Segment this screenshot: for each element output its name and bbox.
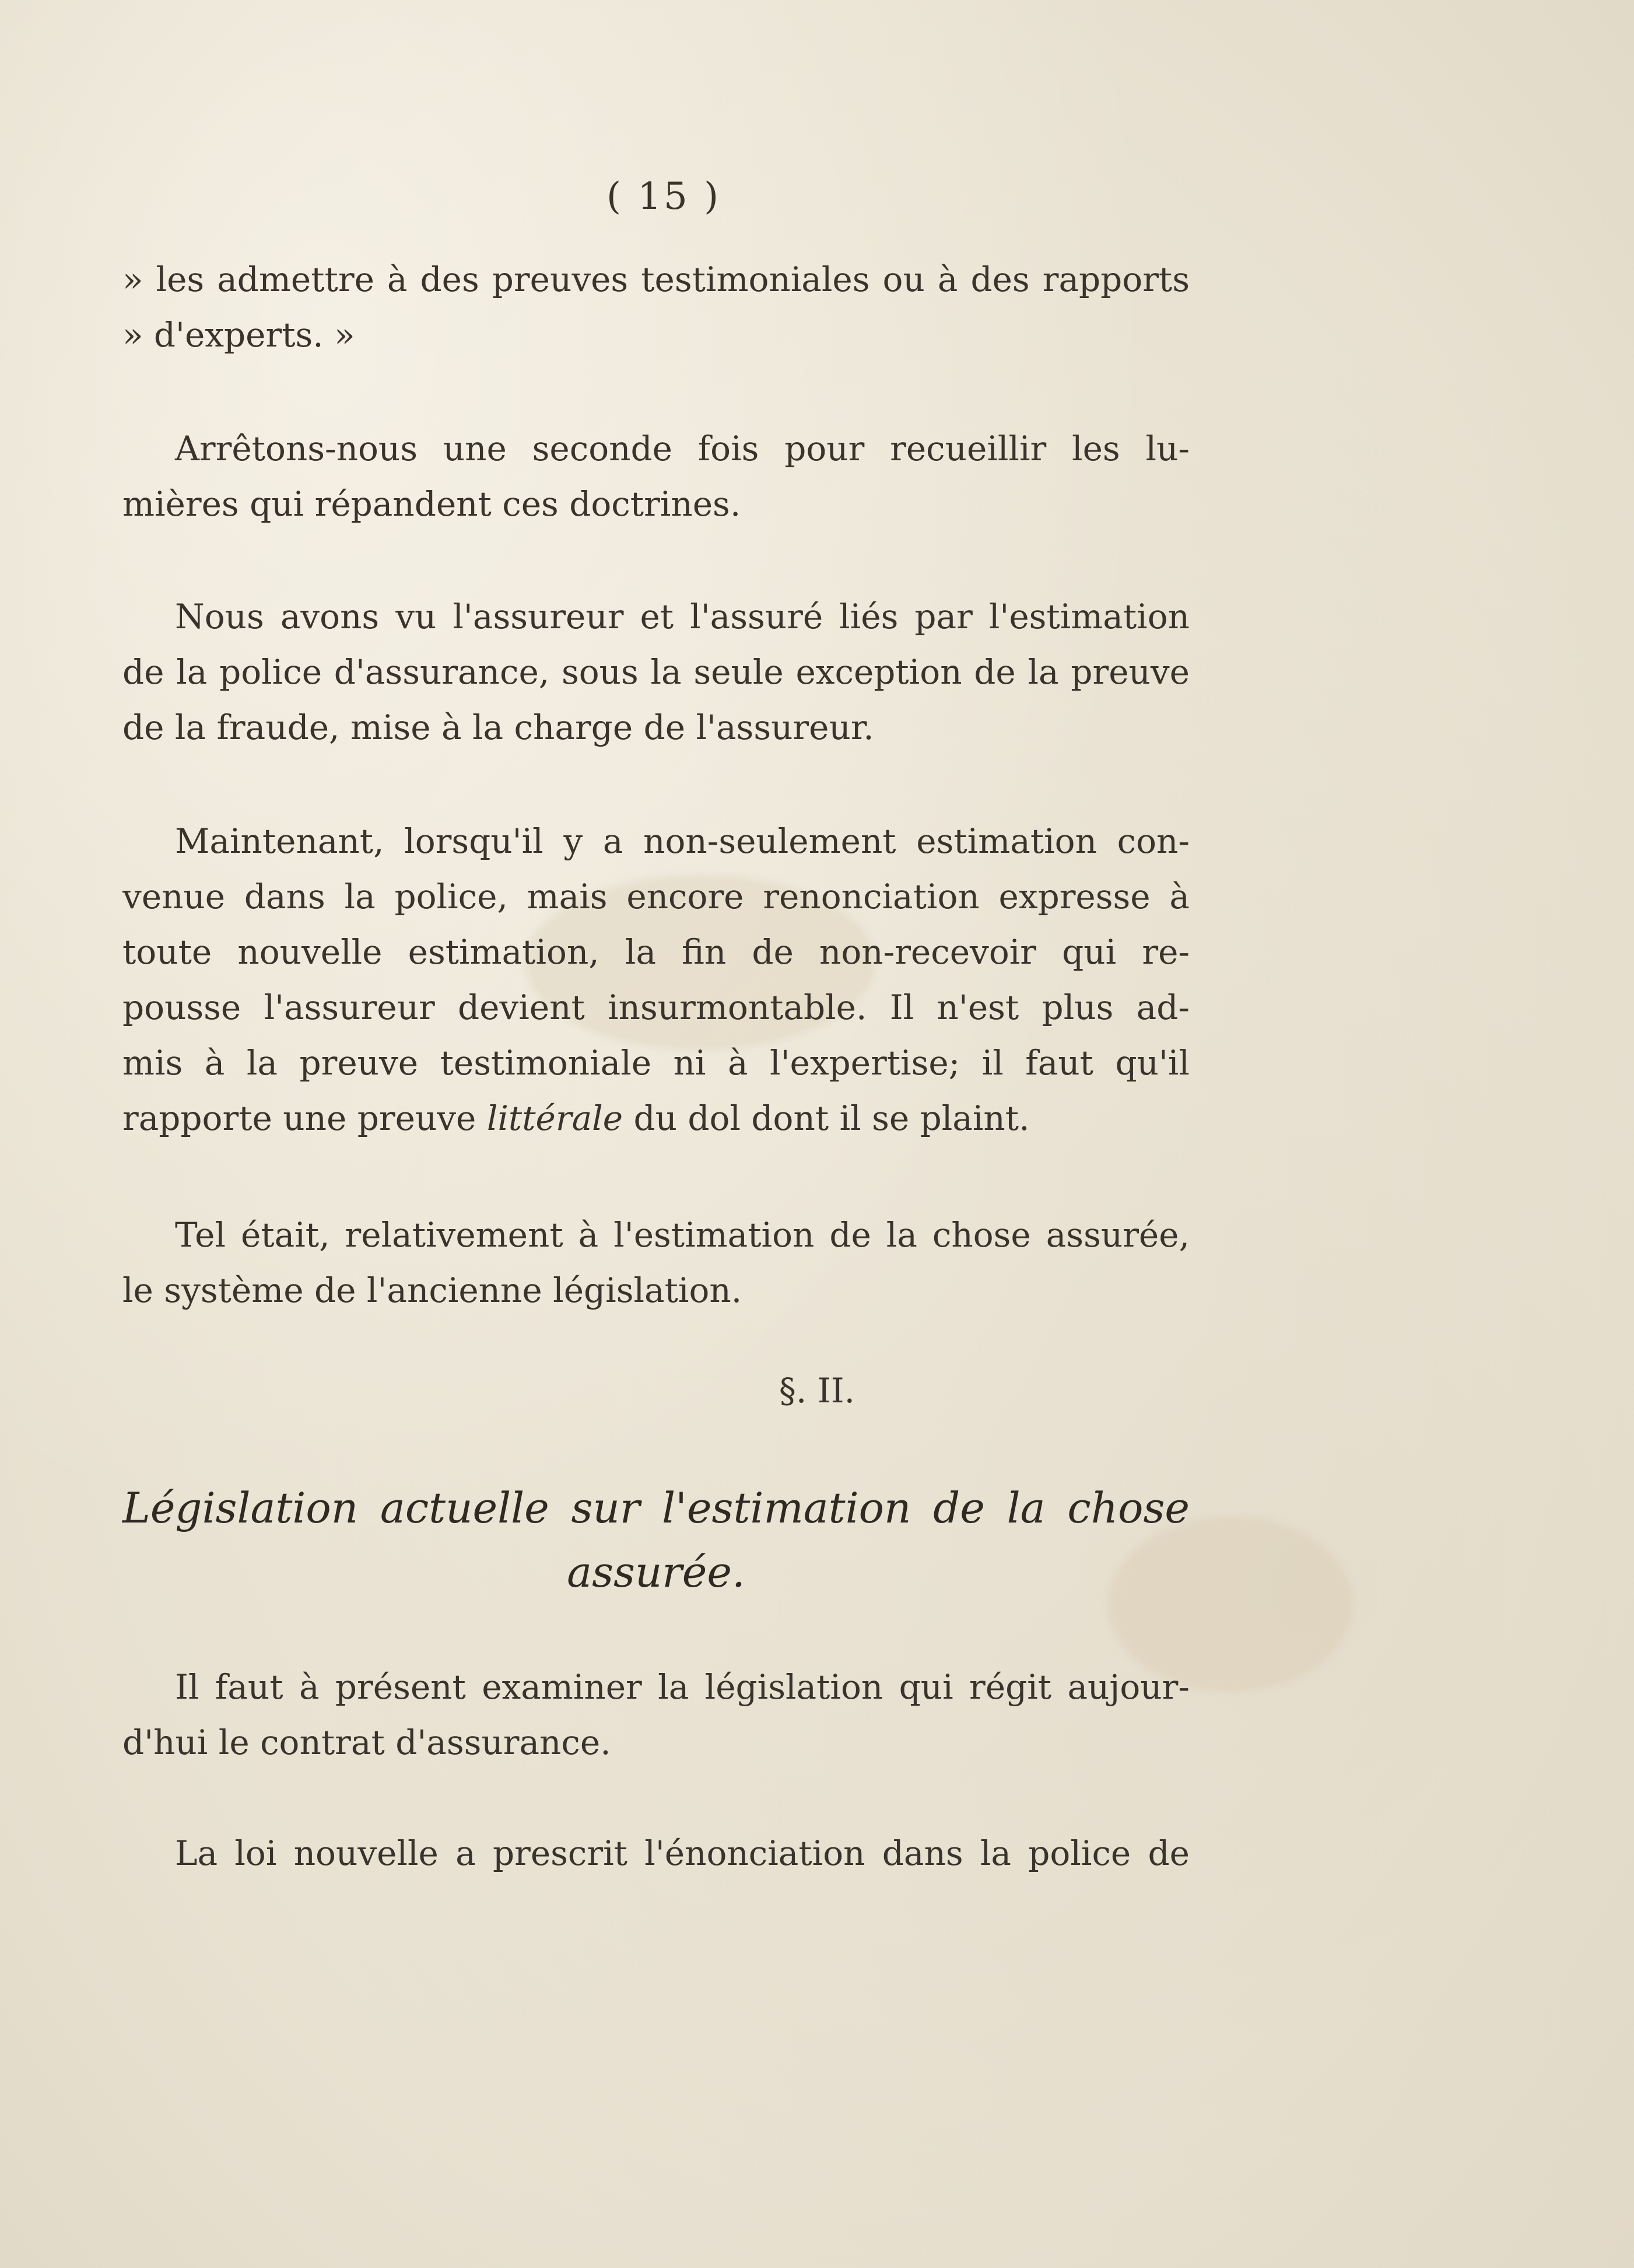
paragraph-quote-end xyxy=(122,252,1190,363)
text-line: mières qui répandent ces doctrines. xyxy=(122,484,741,524)
text-line: pousse l'assureur devient insurmontable. Il n'est plus ad- xyxy=(122,988,1190,1027)
paragraph xyxy=(122,421,1190,532)
text-run: du dol dont il se plaint. xyxy=(623,1098,1030,1138)
text-line: de la fraude, mise à la charge de l'assureur. xyxy=(122,708,874,747)
section-marker: §. II. xyxy=(779,1371,855,1410)
text-line: » d'experts. » xyxy=(122,315,355,355)
text-line: La loi nouvelle a prescrit l'énonciation dans la police de xyxy=(175,1833,1190,1873)
text-line: le système de l'ancienne législation. xyxy=(122,1270,742,1310)
paragraph xyxy=(122,814,1190,1146)
heading-line: Législation actuelle sur l'estimation de la chose xyxy=(122,1483,1190,1532)
text-line: Arrêtons-nous une seconde fois pour recueillir les lu- xyxy=(175,429,1190,468)
text-line: Il faut à présent examiner la législation qui régit aujour- xyxy=(175,1667,1190,1707)
text-line: de la police d'assurance, sous la seule exception de la preuve xyxy=(122,652,1190,692)
emphasized-word: littérale xyxy=(486,1098,623,1138)
text-line xyxy=(122,1091,1190,1146)
text-run: rapporte une preuve xyxy=(122,1098,487,1138)
text-line: mis à la preuve testimoniale ni à l'expertise; il faut qu'il xyxy=(122,1043,1190,1083)
page-number: ( 15 ) xyxy=(606,175,721,218)
section-heading xyxy=(122,1476,1190,1604)
text-line: » les admettre à des preuves testimoniales ou à des rapports xyxy=(122,260,1190,299)
paragraph xyxy=(122,1826,1190,1881)
paragraph xyxy=(122,589,1190,755)
text-line: venue dans la police, mais encore renonciation expresse à xyxy=(122,877,1190,916)
text-line: d'hui le contrat d'assurance. xyxy=(122,1723,611,1762)
text-line: Maintenant, lorsqu'il y a non-seulement estimation con- xyxy=(175,821,1190,861)
heading-line: assurée. xyxy=(567,1548,745,1597)
text-line: Tel était, relativement à l'estimation de la chose assurée, xyxy=(175,1215,1190,1255)
paragraph xyxy=(122,1208,1190,1318)
text-line: toute nouvelle estimation, la fin de non-recevoir qui re- xyxy=(122,932,1190,972)
text-line: Nous avons vu l'assureur et l'assuré liés par l'estimation xyxy=(175,597,1190,636)
paragraph xyxy=(122,1660,1190,1770)
